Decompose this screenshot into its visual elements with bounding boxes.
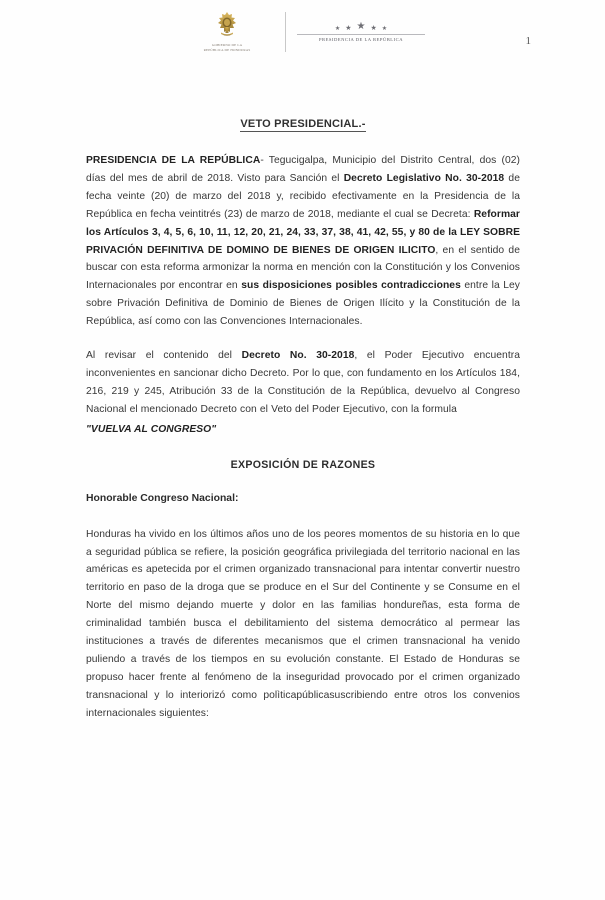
paragraph-1-decreto-bold: Decreto Legislativo No. 30-2018 [343, 172, 505, 184]
document-title [86, 118, 520, 130]
letterhead-header [0, 0, 605, 88]
paragraph-1-text-d: entre la Ley sobre Privación Definitiva de Dominio de Bienes de Origen Ilícito y la Constitución de la República, así como con las Convenciones Internacionales. [86, 280, 520, 328]
paragraph-1-text-a: - Tegucigalpa, Municipio del Distrito Central, dos (02) días del mes de abril de 2018. Visto para Sanción el [86, 155, 520, 184]
document-title-text: VETO PRESIDENCIAL.- [240, 118, 366, 130]
government-crest-block [179, 10, 275, 52]
five-stars-icon [335, 21, 387, 32]
paragraph-1-lead-bold: PRESIDENCIA DE LA REPÚBLICA [86, 155, 261, 166]
paragraph-1-text-b: de fecha veinte (20) de marzo del 2018 y, recibido efectivamente en la Presidencia de la República en fecha veintitrés (23) de marzo de 2018, mediante el cual se Decreta: [86, 172, 520, 220]
section-heading-exposicion: EXPOSICIÓN DE RAZONES [230, 458, 376, 471]
paragraph-2-decreto-bold: Decreto No. 30-2018 [241, 350, 355, 362]
letterhead [179, 10, 426, 52]
honduras-coat-of-arms-icon [212, 10, 242, 40]
veto-formula: "VUELVA AL CONGRESO" [86, 423, 217, 435]
star-icon: ★ [370, 24, 377, 32]
letterhead-rule [297, 34, 425, 35]
star-icon: ★ [381, 25, 388, 32]
paragraph-2-text-a: Al revisar el contenido del [86, 350, 242, 362]
crest-caption-line-2: REPÚBLICA DE HONDURAS [203, 47, 251, 52]
letterhead-divider [285, 12, 286, 52]
page-number: 1 [525, 35, 531, 47]
crest-caption [204, 43, 251, 52]
paragraph-presidencia [86, 152, 520, 331]
paragraph-1-reforma-bold: Reformar los Artículos 3, 4, 5, 6, 10, 11, 12, 20, 21, 24, 33, 37, 38, 41, 42, 55, y 80 de la LEY SOBRE PRIVACIÓN DEFINITIVA DE DOMINO DE BIENES DE ORIGEN ILICITO [86, 208, 521, 256]
document-body [86, 118, 520, 739]
paragraph-exposicion-body: Honduras ha vivido en los últimos años uno de los peores momentos de su historia en lo que a seguridad pública se refiere, la posición geográfica privilegiada del territorio nacional en las américas es apetecida por el crimen organizado transnacional para intentar convertir nuestro territorio en paso de la droga que se produce en el Sur del Continente y se Consume en el Norte del mismo dejando muerte y dolor en las familias hondureñas, esta forma de criminalidad también busca el debilitamiento del sistema democrático al permear las instituciones a través de diferentes mecanismos que el crimen transnacional ha venido puliendo a través de los tiempos en su evolución constante. El Estado de Honduras se propuso hacer frente al fenómeno de la inseguridad provocado por el crimen organizado transnacional y lo interiorizó como polìticapúblicasuscribiendo entre otros los convenios internacionales siguientes: [86, 528, 520, 719]
star-icon: ★ [345, 24, 352, 32]
star-icon: ★ [334, 25, 341, 32]
paragraph-1-disposiciones-bold: sus disposiciones posibles contradicciones [241, 280, 461, 292]
star-icon: ★ [356, 20, 366, 32]
paragraph-1-text-c: , en el sentido de buscar con esta reforma armonizar la norma en mención con la Constitución y los Convenios Internacionales por encontrar en [86, 244, 520, 292]
presidencia-logo-block [296, 21, 426, 42]
paragraph-revision [86, 347, 520, 439]
presidencia-caption: PRESIDENCIA DE LA REPÚBLICA [318, 36, 404, 42]
salutation-congreso: Honorable Congreso Nacional: [86, 492, 239, 504]
paragraph-2-text-b: , el Poder Ejecutivo encuentra inconvenientes en sancionar dicho Decreto. Por lo que, con fundamento en los Artículos 184, 216, 219 y 245, Atribución 33 de la Constitución de la República, devuelvo al Congreso Nacional el mencionado Decreto con el Veto del Poder Ejecutivo, con la formula [86, 350, 520, 415]
crest-caption-line-1: GOBIERNO DE LA [211, 43, 243, 48]
